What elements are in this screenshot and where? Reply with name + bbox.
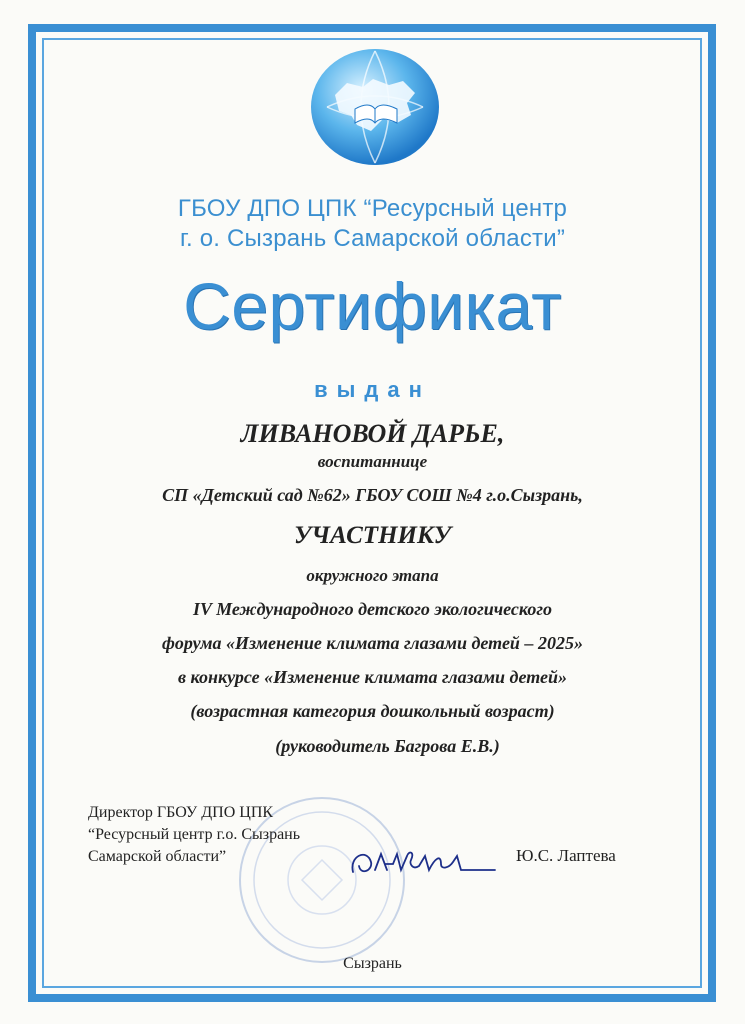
issuer-line-1: ГБОУ ДПО ЦПК “Ресурсный центр [177, 195, 568, 222]
event-supervisor: (руководитель Багрова Е.В.) [275, 736, 500, 756]
recipient-org: СП «Детский сад №62» ГБОУ СОШ №4 г.о.Сызрань, [162, 485, 583, 505]
signer-title-line-2: “Ресурсный центр г.о. Сызрань [88, 826, 301, 843]
status-label: УЧАСТНИКУ [293, 522, 451, 549]
event-category: (возрастная категория дошкольный возраст) [190, 701, 555, 721]
city-label: Сызрань [343, 955, 402, 972]
globe-book-logo-icon [307, 45, 443, 169]
signer-name: Ю.С. Лаптева [516, 846, 616, 865]
issued-label: выдан [314, 377, 431, 402]
recipient-name: ЛИВАНОВОЙ ДАРЬЕ, [240, 419, 505, 448]
issuer-line-2: г. о. Сызрань Самарской области” [179, 225, 566, 252]
event-stage: окружного этапа [306, 566, 439, 585]
signer-title-line-3: Самарской области” [88, 848, 227, 865]
event-contest: в конкурсе «Изменение климата глазами детей» [178, 667, 567, 687]
handwritten-signature-icon [345, 842, 505, 882]
certificate-title: Сертификат [183, 269, 562, 343]
signer-title-line-1: Директор ГБОУ ДПО ЦПК [88, 804, 274, 821]
recipient-role: воспитаннице [317, 452, 428, 471]
event-forum-line-2: форума «Изменение климата глазами детей – 2025» [162, 633, 583, 653]
event-forum-line-1: IV Международного детского экологического [193, 599, 552, 619]
